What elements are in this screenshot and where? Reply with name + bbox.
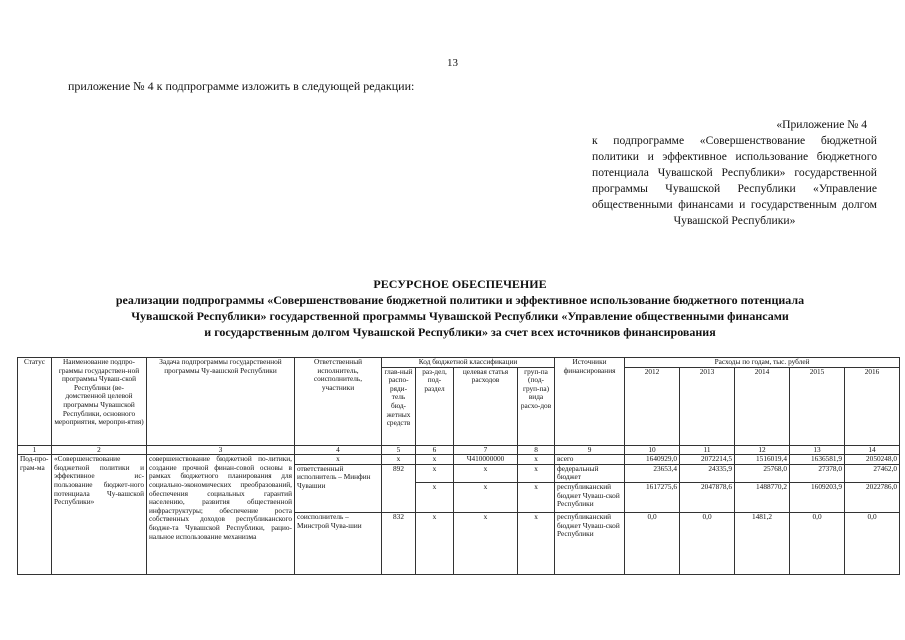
row-code-type: x <box>518 482 555 512</box>
table-row <box>18 455 900 465</box>
header-code-target: целевая статья расходов <box>454 367 518 445</box>
heading-line-3: Чувашской Республики» государственной программы Чувашской Республики «Управление общественными финансами <box>131 309 789 323</box>
row-executor: соисполнитель – Минстрой Чува-шии <box>295 512 382 574</box>
col-number: 3 <box>147 445 295 455</box>
row-code-main: 832 <box>382 512 416 574</box>
row-value-2014: 1488770,2 <box>735 482 790 512</box>
row-value-2013: 24335,9 <box>680 464 735 482</box>
row-value-2014: 1481,2 <box>735 512 790 574</box>
header-code-group: Код бюджетной классификации <box>382 358 555 368</box>
row-status: Под-про-грам-ма <box>18 455 52 575</box>
col-number: 14 <box>845 445 900 455</box>
row-source: республиканский бюджет Чуваш-ской Республики <box>555 482 625 512</box>
row-value-2012: 0,0 <box>625 512 680 574</box>
header-year-2014: 2014 <box>735 367 790 445</box>
row-code-section: x <box>416 464 454 482</box>
row-value-2015: 1609203,9 <box>790 482 845 512</box>
row-value-2016: 27462,0 <box>845 464 900 482</box>
col-number: 2 <box>52 445 147 455</box>
col-number: 4 <box>295 445 382 455</box>
document-heading <box>40 276 880 340</box>
row-value-2013: 2072214,5 <box>680 455 735 465</box>
header-year-2015: 2015 <box>790 367 845 445</box>
row-value-2015: 1636581,9 <box>790 455 845 465</box>
row-source: всего <box>555 455 625 465</box>
col-number: 6 <box>416 445 454 455</box>
row-value-2014: 25768,0 <box>735 464 790 482</box>
row-value-2012: 1640929,0 <box>625 455 680 465</box>
heading-line-2: реализации подпрограммы «Совершенствование бюджетной политики и эффективное использование бюджетного потенциала <box>115 293 805 307</box>
col-number: 11 <box>680 445 735 455</box>
row-code-section: x <box>416 512 454 574</box>
row-code-type: x <box>518 455 555 465</box>
header-status: Статус <box>18 358 52 446</box>
col-number: 5 <box>382 445 416 455</box>
header-code-main: глав-ный распо-ряди-тель бюд-жетных средств <box>382 367 416 445</box>
header-year-2012: 2012 <box>625 367 680 445</box>
col-number: 12 <box>735 445 790 455</box>
col-number: 10 <box>625 445 680 455</box>
header-year-2013: 2013 <box>680 367 735 445</box>
row-value-2016: 2022786,0 <box>845 482 900 512</box>
intro-text: приложение № 4 к подпрограмме изложить в следующей редакции: <box>68 79 415 93</box>
row-value-2013: 2047878,6 <box>680 482 735 512</box>
row-program-name: «Совершенствование бюджетной политики и эффективное ис-пользование бюджет-ного потенциала Чу-вашской Республики» <box>52 455 147 575</box>
row-code-section: x <box>416 482 454 512</box>
col-number: 1 <box>18 445 52 455</box>
page-number: 13 <box>447 57 458 69</box>
col-number: 9 <box>555 445 625 455</box>
row-code-type: x <box>518 512 555 574</box>
header-code-type: груп-па (под-груп-па) вида расхо-дов <box>518 367 555 445</box>
row-code-section: x <box>416 455 454 465</box>
row-source: республиканский бюджет Чуваш-ской Республики <box>555 512 625 574</box>
row-code-type: x <box>518 464 555 482</box>
header-years-group: Расходы по годам, тыс. рублей <box>625 358 900 368</box>
row-code-main: 892 <box>382 464 416 512</box>
row-task: совершенствование бюджетной по-литики, создание прочной финан-совой основы в рамках бюджетного планирования для социально-экономических преобразований, обеспечения социальных гарантий населению, развития общественной инфраструктуры; обеспечение роста собственных доходов республиканского бюдже-та Чувашской Республики, рацио-нальное использование механизма <box>147 455 295 575</box>
row-code-target: x <box>454 512 518 574</box>
row-value-2016: 2050248,0 <box>845 455 900 465</box>
row-value-2016: 0,0 <box>845 512 900 574</box>
row-value-2015: 27378,0 <box>790 464 845 482</box>
header-year-2016: 2016 <box>845 367 900 445</box>
resource-table <box>17 357 900 575</box>
row-code-main: x <box>382 455 416 465</box>
row-value-2013: 0,0 <box>680 512 735 574</box>
header-executor: Ответственный исполнитель, соисполнитель, участники <box>295 358 382 446</box>
col-number: 13 <box>790 445 845 455</box>
row-code-target: x <box>454 464 518 482</box>
column-number-row <box>18 445 900 455</box>
col-number: 8 <box>518 445 555 455</box>
row-code-target: Ч410000000 <box>454 455 518 465</box>
col-number: 7 <box>454 445 518 455</box>
row-code-target: x <box>454 482 518 512</box>
header-task: Задача подпрограммы государственной программы Чу-вашской Республики <box>147 358 295 446</box>
row-executor: ответственный исполнитель – Минфин Чувашии <box>295 464 382 512</box>
row-value-2015: 0,0 <box>790 512 845 574</box>
header-sources: Источники финансирования <box>555 358 625 446</box>
row-value-2012: 23653,4 <box>625 464 680 482</box>
heading-line-1: РЕСУРСНОЕ ОБЕСПЕЧЕНИЕ <box>373 277 547 291</box>
row-value-2014: 1516019,4 <box>735 455 790 465</box>
header-name: Наименование подпро-граммы государствен-ной программы Чуваш-ской Республики (ве-домственной целевой программы Чувашской Республики, основного мероприятия, меропри-ятия) <box>52 358 147 446</box>
row-value-2012: 1617275,6 <box>625 482 680 512</box>
row-executor: x <box>295 455 382 465</box>
appendix-body: к подпрограмме «Совершенствование бюджетной политики и эффективное использование бюджетного потенциала Чувашской Республики» государственной программы Чувашской Республики «Управление общественными финансами и государственным долгом Чувашской Республики» <box>592 134 877 227</box>
appendix-block <box>592 117 877 229</box>
header-code-section: раз-дел, под-раздел <box>416 367 454 445</box>
appendix-title: «Приложение № 4 <box>776 118 867 131</box>
row-source: федеральный бюджет <box>555 464 625 482</box>
heading-line-4: и государственным долгом Чувашской Республики» за счет всех источников финансирования <box>204 325 716 339</box>
